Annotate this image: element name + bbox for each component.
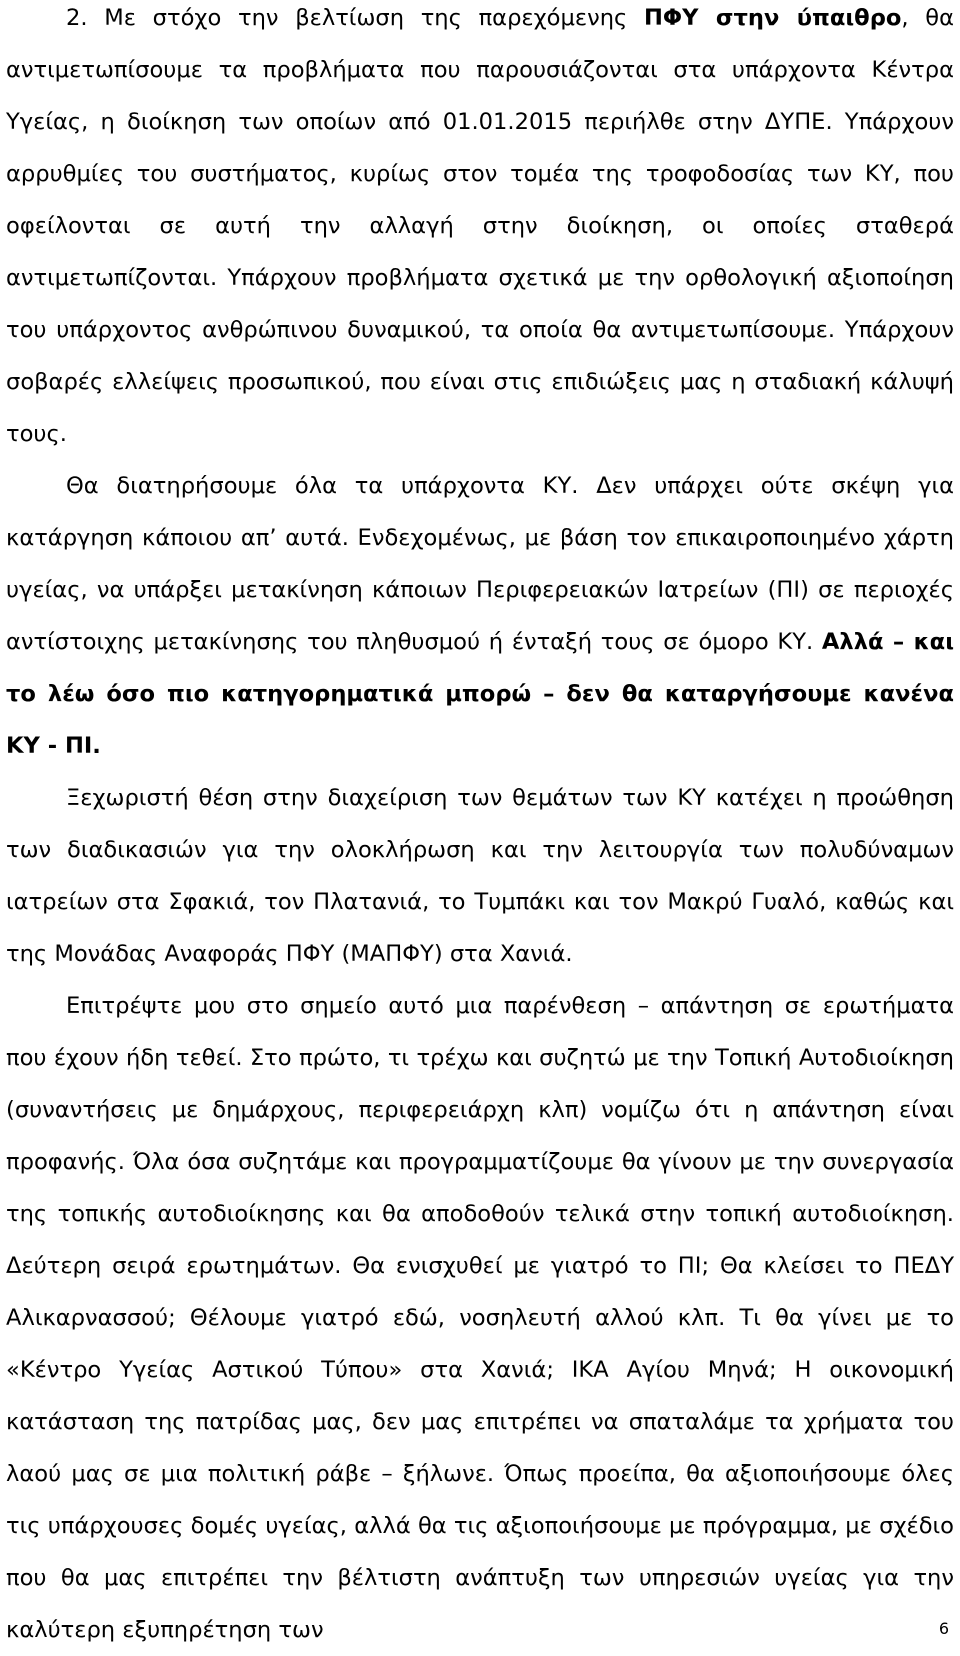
paragraph-1-text-b: , θα αντιμετωπίσουμε τα προβλήματα που παρουσιάζονται στα υπάρχοντα Κέντρα Υγείας, η διοίκηση των οποίων από 01.01.2015 περιήλθε στην ΔΥΠΕ. Υπάρχουν αρρυθμίες του συστήματος, κυρίως στον τομέα της τροφοδοσίας των ΚΥ, που οφείλονται σε αυτή την αλλαγή στην διοίκηση, οι οποίες σταθερά αντιμετωπίζονται. Υπάρχουν προβλήματα σχετικά με την ορθολογική αξιοποίηση του υπάρχοντος ανθρώπινου δυναμικού, τα οποία θα αντιμετωπίσουμε. Υπάρχουν σοβαρές ελλείψεις προσωπικού, που είναι στις επιδιώξεις μας η σταδιακή κάλυψή τους. — [6, 5, 954, 447]
paragraph-1-text-a: 2. Με στόχο την βελτίωση της παρεχόμενης — [66, 5, 644, 31]
paragraph-2-text: Θα διατηρήσουμε όλα τα υπάρχοντα ΚΥ. Δεν υπάρχει ούτε σκέψη για κατάργηση κάποιου απ’ αυτά. Ενδεχομένως, με βάση τον επικαιροποιημένο χάρτη υγείας, να υπάρξει μετακίνηση κάποιων Περιφερειακών Ιατρείων (ΠΙ) σε περιοχές αντίστοιχης μετακίνησης του πληθυσμού ή ένταξή τους σε όμορο ΚΥ. — [6, 473, 954, 655]
paragraph-2-emphasis: Αλλά – και το λέω όσο πιο κατηγορηματικά μπορώ – δεν θα καταργήσουμε κανένα ΚΥ - ΠΙ. — [6, 629, 954, 759]
paragraph-1-emphasis: ΠΦΥ στην ύπαιθρο — [644, 5, 902, 31]
page-number: 6 — [938, 1619, 949, 1638]
paragraph-2 — [6, 460, 954, 772]
paragraph-1 — [6, 0, 954, 460]
paragraph-3 — [6, 772, 954, 980]
paragraph-3-text: Ξεχωριστή θέση στην διαχείριση των θεμάτων των ΚΥ κατέχει η προώθηση των διαδικασιών για την ολοκλήρωση και την λειτουργία των πολυδύναμων ιατρείων στα Σφακιά, τον Πλατανιά, το Τυμπάκι και τον Μακρύ Γυαλό, καθώς και της Μονάδας Αναφοράς ΠΦΥ (ΜΑΠΦΥ) στα Χανιά. — [6, 785, 954, 967]
paragraph-4-text: Επιτρέψτε μου στο σημείο αυτό μια παρένθεση – απάντηση σε ερωτήματα που έχουν ήδη τεθεί. Στο πρώτο, τι τρέχω και συζητώ με την Τοπική Αυτοδιοίκηση (συναντήσεις με δημάρχους, περιφερειάρχη κλπ) νομίζω ότι η απάντηση είναι προφανής. Όλα όσα συζητάμε και προγραμματίζουμε θα γίνουν με την συνεργασία της τοπικής αυτοδιοίκησης και θα αποδοθούν τελικά στην τοπική αυτοδιοίκηση. Δεύτερη σειρά ερωτημάτων. Θα ενισχυθεί με γιατρό το ΠΙ; Θα κλείσει το ΠΕΔΥ Αλικαρνασσού; Θέλουμε γιατρό εδώ, νοσηλευτή αλλού κλπ. Τι θα γίνει με το «Κέντρο Υγείας Αστικού Τύπου» στα Χανιά; ΙΚΑ Αγίου Μηνά; Η οικονομική κατάσταση της πατρίδας μας, δεν μας επιτρέπει να σπαταλάμε τα χρήματα του λαού μας σε μια πολιτική ράβε – ξήλωνε. Όπως προείπα, θα αξιοποιήσουμε όλες τις υπάρχουσες δομές υγείας, αλλά θα τις αξιοποιήσουμε με πρόγραμμα, με σχέδιο που θα μας επιτρέπει την βέλτιστη ανάπτυξη των υπηρεσιών υγείας για την καλύτερη εξυπηρέτηση των — [6, 993, 954, 1643]
paragraph-4 — [6, 980, 954, 1656]
